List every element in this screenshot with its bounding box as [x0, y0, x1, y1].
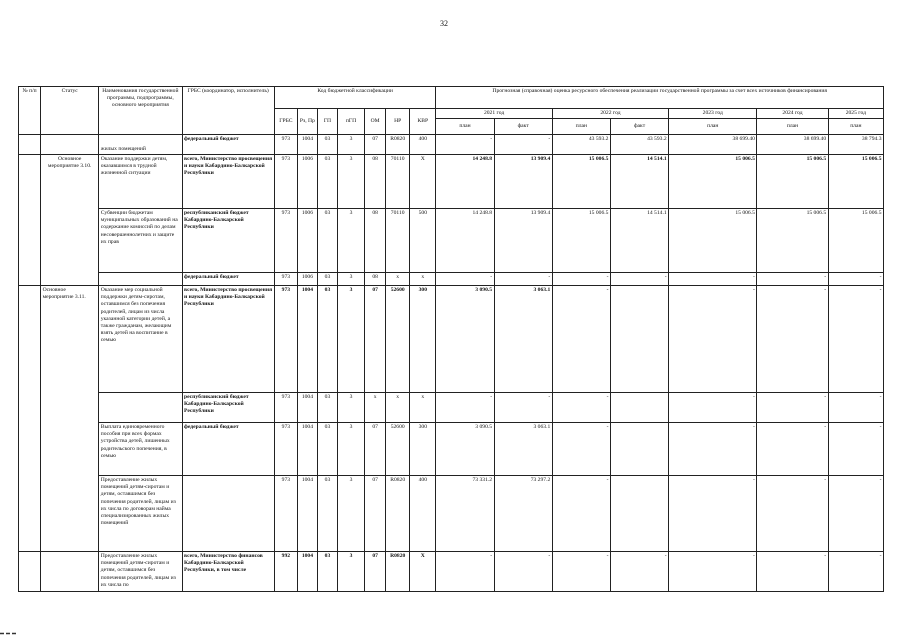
header-year-2021: 2021 год	[436, 109, 552, 119]
cell-name: Предоставление жилых помещений детям-сиротам и детям, оставшимся без попечения родителей, лицам из их числа по	[99, 552, 182, 592]
cell-code: 300	[410, 423, 436, 476]
cell-code: Х	[410, 552, 436, 592]
cell-value: -	[828, 552, 883, 592]
cell-code: 07	[365, 286, 386, 393]
cell-value: -	[757, 423, 828, 476]
cell-value: -	[552, 273, 610, 286]
cell-code: 973	[274, 155, 297, 209]
header-sub: план	[436, 119, 494, 135]
header-grbs: ГРБС (координатор, исполнитель)	[182, 87, 274, 135]
cell-name: Оказание мер социальной поддержки детям-сиротам, оставшимся без попечения родителей, лицам из числа указанной категории детей, а также гражданам, желающим взять детей на воспитание в семью	[99, 286, 182, 393]
cell-value: -	[757, 273, 828, 286]
cell-code: 973	[274, 286, 297, 393]
cell-num	[19, 155, 41, 286]
cell-value: 73 297.2	[494, 476, 552, 552]
header-code-nr: НР	[386, 109, 410, 135]
cell-value: -	[436, 273, 494, 286]
cell-code: 03	[317, 155, 337, 209]
cell-code: х	[410, 393, 436, 423]
cell-code: 3	[338, 552, 365, 592]
cell-value: 38 699.40	[757, 135, 828, 155]
cell-code: 973	[274, 393, 297, 423]
cell-grbs: федеральный бюджет	[182, 273, 274, 286]
header-year-2023: 2023 год	[669, 109, 757, 119]
cell-num	[19, 286, 41, 552]
cell-code: 3	[338, 423, 365, 476]
cell-num	[19, 552, 41, 592]
cell-code: 07	[365, 423, 386, 476]
cell-grbs: республиканский бюджет Кабардино-Балкарской Республики	[182, 209, 274, 273]
header-sub: план	[757, 119, 828, 135]
cell-code: Х	[410, 155, 436, 209]
table-row	[19, 135, 884, 155]
header-kbk: Код бюджетной классификации	[274, 87, 436, 109]
table-row	[19, 155, 884, 209]
cell-status: Основное мероприятие 3.10.	[41, 155, 99, 286]
cell-status: Основное мероприятие 3.11.	[41, 286, 99, 552]
cell-code: 992	[274, 552, 297, 592]
cell-num	[19, 135, 41, 155]
cell-code: 3	[338, 273, 365, 286]
table-row	[19, 423, 884, 476]
cell-code: 1004	[297, 476, 317, 552]
cell-value: 3 063.1	[494, 423, 552, 476]
cell-value: 3 063.1	[494, 286, 552, 393]
cell-code: 03	[317, 135, 337, 155]
cell-value: -	[669, 423, 757, 476]
cell-value: -	[757, 393, 828, 423]
cell-value: -	[552, 286, 610, 393]
cell-value: 14 248.8	[436, 209, 494, 273]
cell-code: 3	[338, 476, 365, 552]
cell-value: -	[610, 552, 668, 592]
cell-value: -	[552, 476, 610, 552]
cell-value: -	[669, 393, 757, 423]
cell-value: 38 699.40	[669, 135, 757, 155]
page-number: 32	[440, 19, 448, 28]
header-num: № п/п	[19, 87, 41, 135]
cell-grbs: всего, Министерство просвещения и науки Кабардино-Балкарской Республики	[182, 286, 274, 393]
cell-value: 14 514.1	[610, 155, 668, 209]
cell-grbs: всего, Министерство просвещения и науки Кабардино-Балкарской Республики	[182, 155, 274, 209]
cell-value: 15 006.5	[552, 155, 610, 209]
cell-value: -	[669, 273, 757, 286]
cell-code: R0820	[386, 552, 410, 592]
cell-grbs: федеральный бюджет	[182, 135, 274, 155]
header-sub: план	[552, 119, 610, 135]
cell-value: -	[436, 393, 494, 423]
cell-code: 03	[317, 552, 337, 592]
cell-code: 3	[338, 155, 365, 209]
header-row-1	[19, 87, 884, 109]
header-status: Статус	[41, 87, 99, 135]
cell-code: 52600	[386, 423, 410, 476]
table-row	[19, 393, 884, 423]
cell-code: R0820	[386, 135, 410, 155]
cell-code: 400	[410, 476, 436, 552]
cell-value: -	[828, 476, 883, 552]
cell-code: 07	[365, 135, 386, 155]
cell-name	[99, 393, 182, 423]
cell-value: 13 909.4	[494, 209, 552, 273]
header-code-om: ОМ	[365, 109, 386, 135]
cell-name: Предоставление жилых помещений детям-сиротам и детям, оставшимся без попечения родителей, лицам из их числа по договорам найма специализированных жилых помещений	[99, 476, 182, 552]
cell-value: -	[494, 393, 552, 423]
scan-artifact	[0, 632, 60, 635]
cell-code: 973	[274, 423, 297, 476]
cell-value: 14 514.1	[610, 209, 668, 273]
cell-code: 1006	[297, 273, 317, 286]
cell-name: Оказание поддержки детям, оказавшимся в трудной жизненной ситуации	[99, 155, 182, 209]
cell-code: 08	[365, 155, 386, 209]
cell-grbs: федеральный бюджет	[182, 423, 274, 476]
cell-grbs: республиканский бюджет Кабардино-Балкарской Республики	[182, 393, 274, 423]
cell-value: 15 006.5	[757, 209, 828, 273]
cell-status	[41, 135, 99, 155]
cell-code: 70110	[386, 209, 410, 273]
header-year-2025: 2025 год	[828, 109, 883, 119]
cell-value: -	[552, 423, 610, 476]
cell-value: 15 006.5	[757, 155, 828, 209]
header-name: Наименования государственной программы, подпрограммы, основного мероприятия	[99, 87, 182, 135]
cell-value: -	[828, 286, 883, 393]
cell-code: 1004	[297, 286, 317, 393]
cell-name: Субвенции бюджетам муниципальных образований на содержание комиссий по делам несовершеннолетних и защите их прав	[99, 209, 182, 273]
cell-code: 52600	[386, 286, 410, 393]
cell-code: 3	[338, 135, 365, 155]
header-code-grbs: ГРБС	[274, 109, 297, 135]
cell-value: -	[757, 286, 828, 393]
cell-code: 3	[338, 393, 365, 423]
cell-value: 43 593.2	[610, 135, 668, 155]
cell-code: х	[410, 273, 436, 286]
cell-code: х	[386, 393, 410, 423]
header-sub: план	[669, 119, 757, 135]
cell-value: 38 794.3	[828, 135, 883, 155]
cell-code: 500	[410, 209, 436, 273]
cell-code: 03	[317, 476, 337, 552]
cell-value: 3 090.5	[436, 423, 494, 476]
table-row	[19, 209, 884, 273]
table-row	[19, 476, 884, 552]
table-row	[19, 273, 884, 286]
cell-code: 973	[274, 209, 297, 273]
cell-code: 08	[365, 273, 386, 286]
cell-value: -	[436, 135, 494, 155]
cell-value	[610, 393, 668, 423]
cell-code: 300	[410, 286, 436, 393]
cell-code: х	[365, 393, 386, 423]
cell-value: 15 006.5	[669, 155, 757, 209]
cell-value: 3 090.5	[436, 286, 494, 393]
cell-code: 03	[317, 423, 337, 476]
cell-code: 70110	[386, 155, 410, 209]
cell-value: -	[757, 476, 828, 552]
header-year-2022: 2022 год	[552, 109, 668, 119]
cell-code: 1006	[297, 155, 317, 209]
cell-value: -	[552, 552, 610, 592]
cell-value: -	[494, 552, 552, 592]
cell-name	[99, 273, 182, 286]
header-code-kvr: КВР	[410, 109, 436, 135]
cell-code: 400	[410, 135, 436, 155]
cell-value: -	[552, 393, 610, 423]
cell-value: -	[828, 273, 883, 286]
cell-code: 03	[317, 286, 337, 393]
cell-value: -	[669, 476, 757, 552]
table-row	[19, 286, 884, 393]
cell-code: 03	[317, 393, 337, 423]
cell-value	[610, 286, 668, 393]
header-forecast: Прогнозная (справочная) оценка ресурсного обеспечения реализации государственной программы за счет всех источников финансирования	[436, 87, 884, 109]
cell-value: -	[757, 552, 828, 592]
cell-code: 1004	[297, 135, 317, 155]
cell-code: 973	[274, 273, 297, 286]
header-sub: план	[828, 119, 883, 135]
cell-value: -	[669, 286, 757, 393]
cell-value: -	[828, 393, 883, 423]
cell-code: 03	[317, 209, 337, 273]
cell-code: 1006	[297, 209, 317, 273]
budget-table	[18, 86, 884, 592]
cell-code: 1004	[297, 423, 317, 476]
header-sub: факт	[610, 119, 668, 135]
cell-value: -	[828, 423, 883, 476]
cell-value	[610, 423, 668, 476]
cell-value: -	[610, 273, 668, 286]
cell-status	[41, 552, 99, 592]
cell-code: 973	[274, 476, 297, 552]
cell-value: 15 006.5	[669, 209, 757, 273]
header-code-rzpr: Рз, Пр	[297, 109, 317, 135]
cell-grbs	[182, 476, 274, 552]
header-code-pgp: пГП	[338, 109, 365, 135]
cell-code: 07	[365, 476, 386, 552]
cell-code: 07	[365, 552, 386, 592]
cell-value: -	[436, 552, 494, 592]
cell-value: 13 909.4	[494, 155, 552, 209]
cell-name: Выплата единовременного пособия при всех формах устройства детей, лишенных родительского попечения, в семью	[99, 423, 182, 476]
cell-value: 15 006.5	[552, 209, 610, 273]
cell-value: 73 331.2	[436, 476, 494, 552]
cell-value: 43 593.2	[552, 135, 610, 155]
cell-value: -	[494, 273, 552, 286]
cell-code: R0820	[386, 476, 410, 552]
header-code-gp: ГП	[317, 109, 337, 135]
header-sub: факт	[494, 119, 552, 135]
cell-code: 1004	[297, 393, 317, 423]
cell-code: 1004	[297, 552, 317, 592]
header-year-2024: 2024 год	[757, 109, 828, 119]
cell-value: 15 006.5	[828, 155, 883, 209]
cell-code: х	[386, 273, 410, 286]
cell-name: жилых помещений	[99, 135, 182, 155]
cell-value: 14 248.8	[436, 155, 494, 209]
cell-code: 973	[274, 135, 297, 155]
cell-code: 3	[338, 209, 365, 273]
cell-value: -	[669, 552, 757, 592]
cell-code: 03	[317, 273, 337, 286]
table-row	[19, 552, 884, 592]
cell-grbs: всего, Министерство финансов Кабардино-Балкарской Республики, в том числе	[182, 552, 274, 592]
cell-value	[610, 476, 668, 552]
cell-code: 08	[365, 209, 386, 273]
cell-value: -	[494, 135, 552, 155]
cell-code: 3	[338, 286, 365, 393]
cell-value: 15 006.5	[828, 209, 883, 273]
